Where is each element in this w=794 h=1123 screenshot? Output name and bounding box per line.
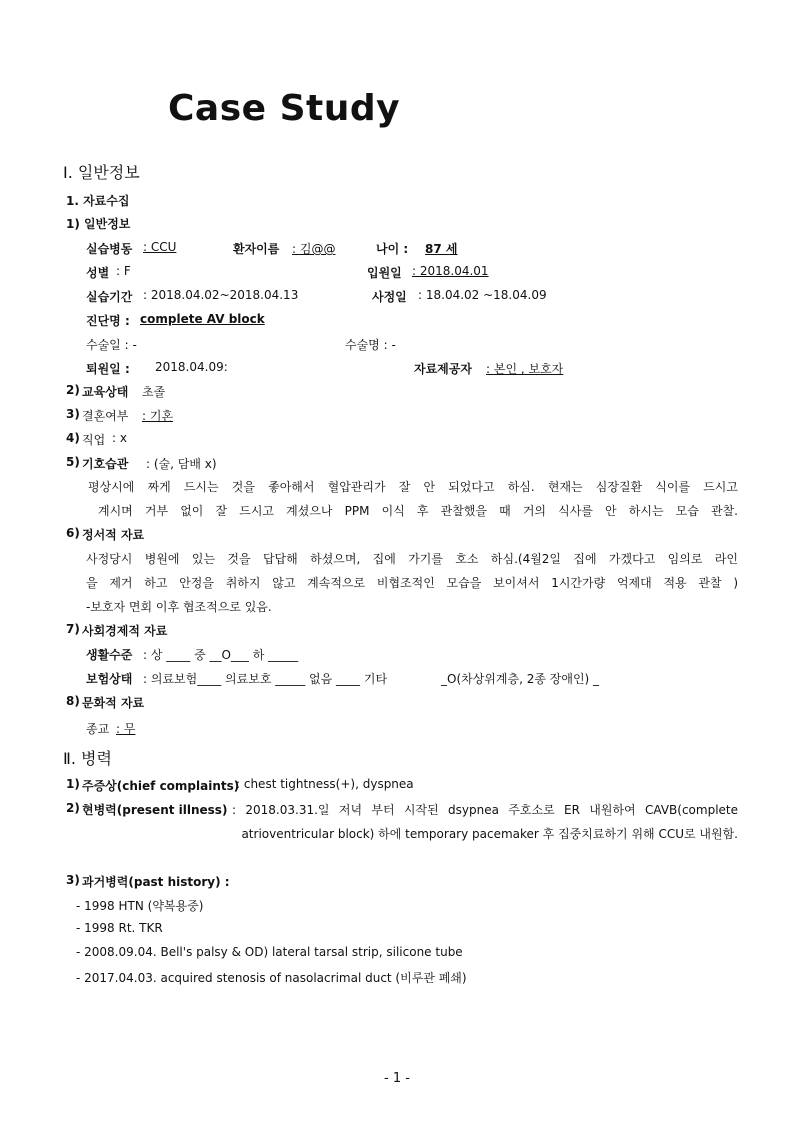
patient-label: 환자이름 — [233, 242, 280, 256]
habit-text-line1: 평상시에 짜게 드시는 것을 좋아해서 혈압관리가 잘 안 되었다고 하심. 현재는 심장질환 식이를 드시고 — [88, 480, 738, 494]
chief-complaint-value: : chest tightness(+), dyspnea — [236, 777, 414, 791]
education-value: 초졸 — [142, 385, 166, 399]
admit-value: : 2018.04.01 — [412, 264, 489, 278]
provider-label: 자료제공자 — [414, 362, 472, 376]
provider-value: : 본인 , 보호자 — [486, 362, 564, 376]
section-heading-general: Ⅰ. 일반정보 — [63, 163, 140, 182]
page-title: Case Study — [168, 88, 401, 129]
assess-label: 사정일 — [372, 290, 407, 304]
age-value: 87 세 — [425, 242, 458, 256]
past-history-item: - 2017.04.03. acquired stenosis of nasolacrimal duct (비루관 폐쇄) — [76, 971, 467, 985]
past-history-number: 3) — [66, 873, 80, 887]
cultural-number: 8) — [66, 694, 80, 708]
section-heading-history: Ⅱ. 병력 — [63, 749, 112, 768]
insurance-value: : 의료보험____ 의료보호 _____ 없음 ____ 기타 — [143, 672, 388, 686]
diagnosis-label: 진단명 : — [86, 314, 130, 328]
age-label: 나이 : — [376, 242, 409, 256]
data-collection-heading: 1. 자료수집 — [66, 194, 130, 208]
emotional-number: 6) — [66, 526, 80, 540]
socioeconomic-number: 7) — [66, 622, 80, 636]
discharge-label: 퇴원일 : — [86, 362, 130, 376]
past-history-item: - 1998 Rt. TKR — [76, 921, 163, 935]
education-number: 2) — [66, 383, 80, 397]
religion-value: : 무 — [116, 722, 136, 736]
past-history-label: 과거병력(past history) : — [82, 875, 230, 889]
job-number: 4) — [66, 431, 80, 445]
cultural-label: 문화적 자료 — [82, 696, 145, 710]
present-illness-value-line1: : 2018.03.31.일 저녁 부터 시작된 dsypnea 주호소로 ER 내원하여 CAVB(complete — [232, 803, 738, 817]
page-number: - 1 - — [384, 1071, 410, 1086]
religion-label: 종교 — [86, 722, 110, 736]
chief-complaint-label: 주증상(chief complaints) — [82, 779, 240, 793]
period-value: : 2018.04.02~2018.04.13 — [143, 288, 299, 302]
surgery-date: 수술일 : - — [86, 338, 137, 352]
past-history-item: - 1998 HTN (약복용중) — [76, 899, 204, 913]
general-info-heading: 1) 일반정보 — [66, 217, 131, 231]
living-value: : 상 ____ 중 __O___ 하 _____ — [143, 648, 299, 662]
emotional-text-line3: -보호자 면회 이후 협조적으로 있음. — [86, 600, 272, 614]
habit-text-line2: 계시며 거부 없이 잘 드시고 계셨으나 PPM 이식 후 관찰했을 때 거의 식사를 안 하시는 모습 관찰. — [98, 504, 738, 518]
sex-value: : F — [116, 264, 131, 278]
education-label: 교육상태 — [82, 385, 129, 399]
present-illness-number: 2) — [66, 801, 80, 815]
patient-value: : 김@@ — [292, 242, 336, 256]
emotional-text-line1: 사정당시 병원에 있는 것을 답답해 하셨으며, 집에 가기를 호소 하심.(4월2일 집에 가겠다고 임의로 라인 — [86, 552, 738, 566]
insurance-label: 보험상태 — [86, 672, 133, 686]
habit-label: 기호습관 — [82, 457, 129, 471]
surgery-name: 수술명 : - — [345, 338, 396, 352]
emotional-text-line2: 을 제거 하고 안정을 취하지 않고 계속적으로 비협조적인 모습을 보이셔서 1시간가량 억제대 적용 관찰 ) — [86, 576, 738, 590]
socioeconomic-label: 사회경제적 자료 — [82, 624, 168, 638]
marital-value: : 기혼 — [142, 409, 174, 423]
admit-label: 입원일 — [367, 266, 402, 280]
habit-value: : (술, 담배 x) — [146, 457, 217, 471]
present-illness-label: 현병력(present illness) — [82, 803, 228, 817]
ward-label: 실습병동 — [86, 242, 133, 256]
job-value: : x — [112, 431, 127, 445]
living-label: 생활수준 — [86, 648, 133, 662]
habit-number: 5) — [66, 455, 80, 469]
insurance-other-value: _O(차상위계층, 2종 장애인) _ — [441, 672, 600, 686]
ward-value: : CCU — [143, 240, 177, 254]
present-illness-value-line2: atrioventricular block) 하에 temporary pacemaker 후 집중치료하기 위해 CCU로 내원함. — [241, 827, 738, 841]
marital-label: 결혼여부 — [82, 409, 129, 423]
job-label: 직업 — [82, 433, 106, 447]
past-history-item: - 2008.09.04. Bell's palsy & OD) lateral tarsal strip, silicone tube — [76, 945, 463, 959]
sex-label: 성별 — [86, 266, 110, 280]
diagnosis-value: complete AV block — [140, 312, 265, 326]
emotional-label: 정서적 자료 — [82, 528, 145, 542]
marital-number: 3) — [66, 407, 80, 421]
period-label: 실습기간 — [86, 290, 133, 304]
assess-value: : 18.04.02 ~18.04.09 — [418, 288, 547, 302]
discharge-value: 2018.04.09: — [155, 360, 228, 374]
chief-complaint-number: 1) — [66, 777, 80, 791]
